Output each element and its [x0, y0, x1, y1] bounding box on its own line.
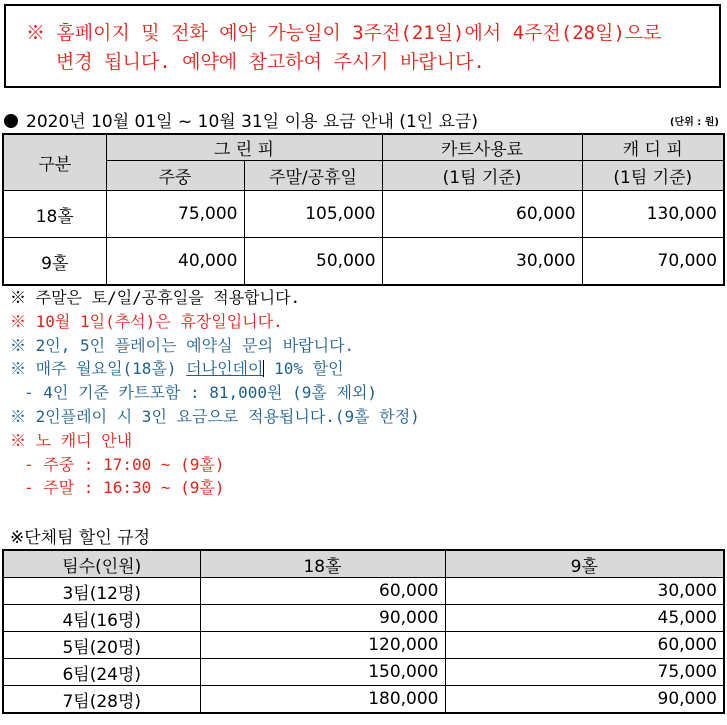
weekday-fee: 75,000 [106, 191, 244, 238]
table-row [3, 605, 724, 632]
note-holiday: ※ 10월 1일(추석)은 휴장일입니다. [10, 311, 283, 331]
fee-heading [4, 107, 723, 133]
note-no-caddie-weekend: - 주말 : 16:30 ~ (9홀) [24, 478, 225, 498]
note-monday-pre: ※ 매주 월요일(18홀) [10, 359, 187, 379]
notice-line-2: 변경 됩니다. 예약에 참고하여 주시기 바랍니다. [56, 51, 485, 73]
header-18-holes: 18홀 [200, 550, 445, 578]
cart-fee: 30,000 [382, 238, 582, 286]
note-monday-discount [10, 357, 722, 381]
note-group-inquiry: ※ 2인, 5인 플레이는 예약실 문의 바랍니다. [10, 335, 355, 355]
note-no-caddie: ※ 노 캐디 안내 [10, 430, 133, 450]
table-row [3, 686, 724, 714]
unit-label: (단위 : 원) [669, 117, 719, 128]
header-teams: 팀수(인원) [3, 550, 200, 578]
note-no-caddie-weekday: - 주중 : 17:00 ~ (9홀) [24, 454, 225, 474]
teams-cell: 4팀(16명) [3, 605, 200, 632]
fee-heading-title: 2020년 10월 01일 ~ 10월 31일 이용 요금 안내 (1인 요금) [26, 112, 479, 132]
weekday-fee: 40,000 [106, 238, 244, 286]
note-monday-post: 10% 할인 [264, 359, 344, 379]
note-weekend: ※ 주말은 토/일/공휴일을 적용합니다. [10, 288, 301, 307]
table-row [3, 632, 724, 659]
weekend-fee: 105,000 [244, 191, 382, 238]
header-division: 구분 [3, 134, 106, 191]
note-cart-included: - 4인 기준 카트포함 : 81,000원 (9홀 제외) [24, 383, 378, 403]
teams-cell: 6팀(24명) [3, 659, 200, 686]
row-label: 18홀 [3, 191, 106, 238]
fee-9-cell: 75,000 [445, 659, 724, 686]
reservation-notice-box [4, 4, 721, 88]
header-cart-sub: (1팀 기준) [382, 161, 582, 191]
table-row [3, 191, 724, 238]
group-discount-title: ※단체팀 할인 규정 [10, 528, 151, 548]
fee-18-cell: 60,000 [200, 578, 445, 605]
table-row [3, 238, 724, 286]
header-cart: 카트사용료 [382, 134, 582, 161]
caddie-fee: 130,000 [582, 191, 724, 238]
weekend-fee: 50,000 [244, 238, 382, 286]
header-caddie-sub: (1팀 기준) [582, 161, 724, 191]
group-discount-table [2, 549, 725, 714]
note-monday-day: 더나인데이 [186, 359, 264, 379]
bullet-icon [4, 114, 18, 128]
header-weekday: 주중 [106, 161, 244, 191]
cart-fee: 60,000 [382, 191, 582, 238]
table-row [3, 659, 724, 686]
caddie-fee: 70,000 [582, 238, 724, 286]
fee-table [2, 133, 725, 286]
header-green-fee: 그 린 피 [106, 134, 382, 161]
notice-line-1: ※ 홈페이지 및 전화 예약 가능일이 3주전(21일)에서 4주전(28일)으로 [26, 22, 662, 44]
fee-18-cell: 180,000 [200, 686, 445, 714]
teams-cell: 5팀(20명) [3, 632, 200, 659]
fee-18-cell: 120,000 [200, 632, 445, 659]
fee-18-cell: 90,000 [200, 605, 445, 632]
note-two-player: ※ 2인플레이 시 3인 요금으로 적용됩니다.(9홀 한정) [10, 406, 420, 426]
teams-cell: 3팀(12명) [3, 578, 200, 605]
notes-list [10, 286, 722, 500]
header-caddie: 캐 디 피 [582, 134, 724, 161]
header-weekend: 주말/공휴일 [244, 161, 382, 191]
fee-9-cell: 45,000 [445, 605, 724, 632]
fee-9-cell: 90,000 [445, 686, 724, 714]
row-label: 9홀 [3, 238, 106, 286]
fee-9-cell: 30,000 [445, 578, 724, 605]
teams-cell: 7팀(28명) [3, 686, 200, 714]
header-9-holes: 9홀 [445, 550, 724, 578]
fee-18-cell: 150,000 [200, 659, 445, 686]
fee-9-cell: 60,000 [445, 632, 724, 659]
table-row [3, 578, 724, 605]
